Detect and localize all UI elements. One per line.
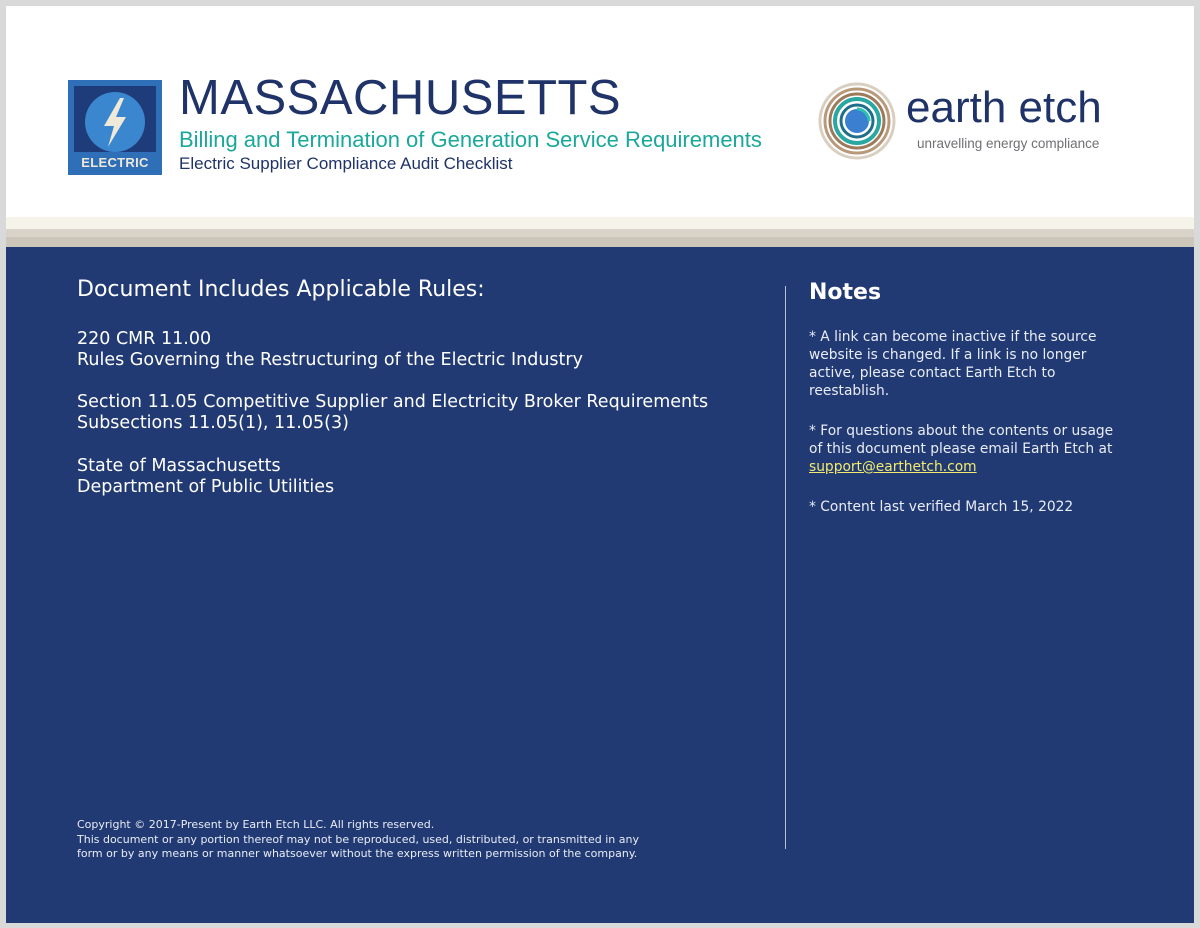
decorative-band: [6, 237, 1194, 247]
copyright-line: Copyright © 2017-Present by Earth Etch LLC. All rights reserved.: [77, 818, 435, 831]
note-item: * A link can become inactive if the source website is changed. If a link is no longer active, please contact Earth Etch to reestablish.: [809, 329, 1097, 399]
rule-block: [77, 392, 708, 434]
copyright-notice: [77, 818, 697, 862]
document-page: [6, 6, 1194, 923]
rules-heading: Document Includes Applicable Rules:: [77, 277, 485, 302]
decorative-band: [6, 229, 1194, 237]
notes-heading: Notes: [809, 280, 882, 305]
support-email-link[interactable]: support@earthetch.com: [809, 459, 977, 475]
logo-name: earth etch: [906, 83, 1102, 132]
note-item: * Content last verified March 15, 2022: [809, 499, 1074, 515]
lightning-bolt-icon: [85, 92, 145, 152]
page-subtitle-secondary: Electric Supplier Compliance Audit Checklist: [179, 154, 513, 173]
decorative-band: [6, 217, 1194, 229]
page-title: MASSACHUSETTS: [179, 71, 622, 125]
rule-line: Subsections 11.05(1), 11.05(3): [77, 413, 349, 433]
header: [6, 6, 1194, 217]
badge-label: ELECTRIC: [81, 155, 149, 170]
spiral-swirl-icon: [818, 82, 896, 160]
rule-block: [77, 329, 583, 371]
rule-block: [77, 456, 334, 498]
page-subtitle: Billing and Termination of Generation Service Requirements: [179, 127, 762, 152]
copyright-line: This document or any portion thereof may not be reproduced, used, distributed, or transmitted in any: [77, 832, 639, 846]
rule-line: State of Massachusetts: [77, 456, 281, 476]
electric-badge: [68, 80, 162, 175]
badge-circle: [85, 92, 145, 152]
column-divider: [785, 286, 786, 849]
note-text: * For questions about the contents or usage of this document please email Earth Etch at: [809, 423, 1114, 457]
rule-line: 220 CMR 11.00: [77, 329, 212, 349]
rule-line: Department of Public Utilities: [77, 477, 335, 497]
rule-line: Section 11.05 Competitive Supplier and Electricity Broker Requirements: [77, 392, 709, 412]
rule-line: Rules Governing the Restructuring of the Electric Industry: [77, 350, 583, 370]
note-item: [809, 422, 1119, 476]
badge-background: [74, 86, 156, 152]
logo-tagline: unravelling energy compliance: [917, 136, 1100, 151]
copyright-line: form or by any means or manner whatsoever without the express written permission of the company.: [77, 847, 638, 860]
